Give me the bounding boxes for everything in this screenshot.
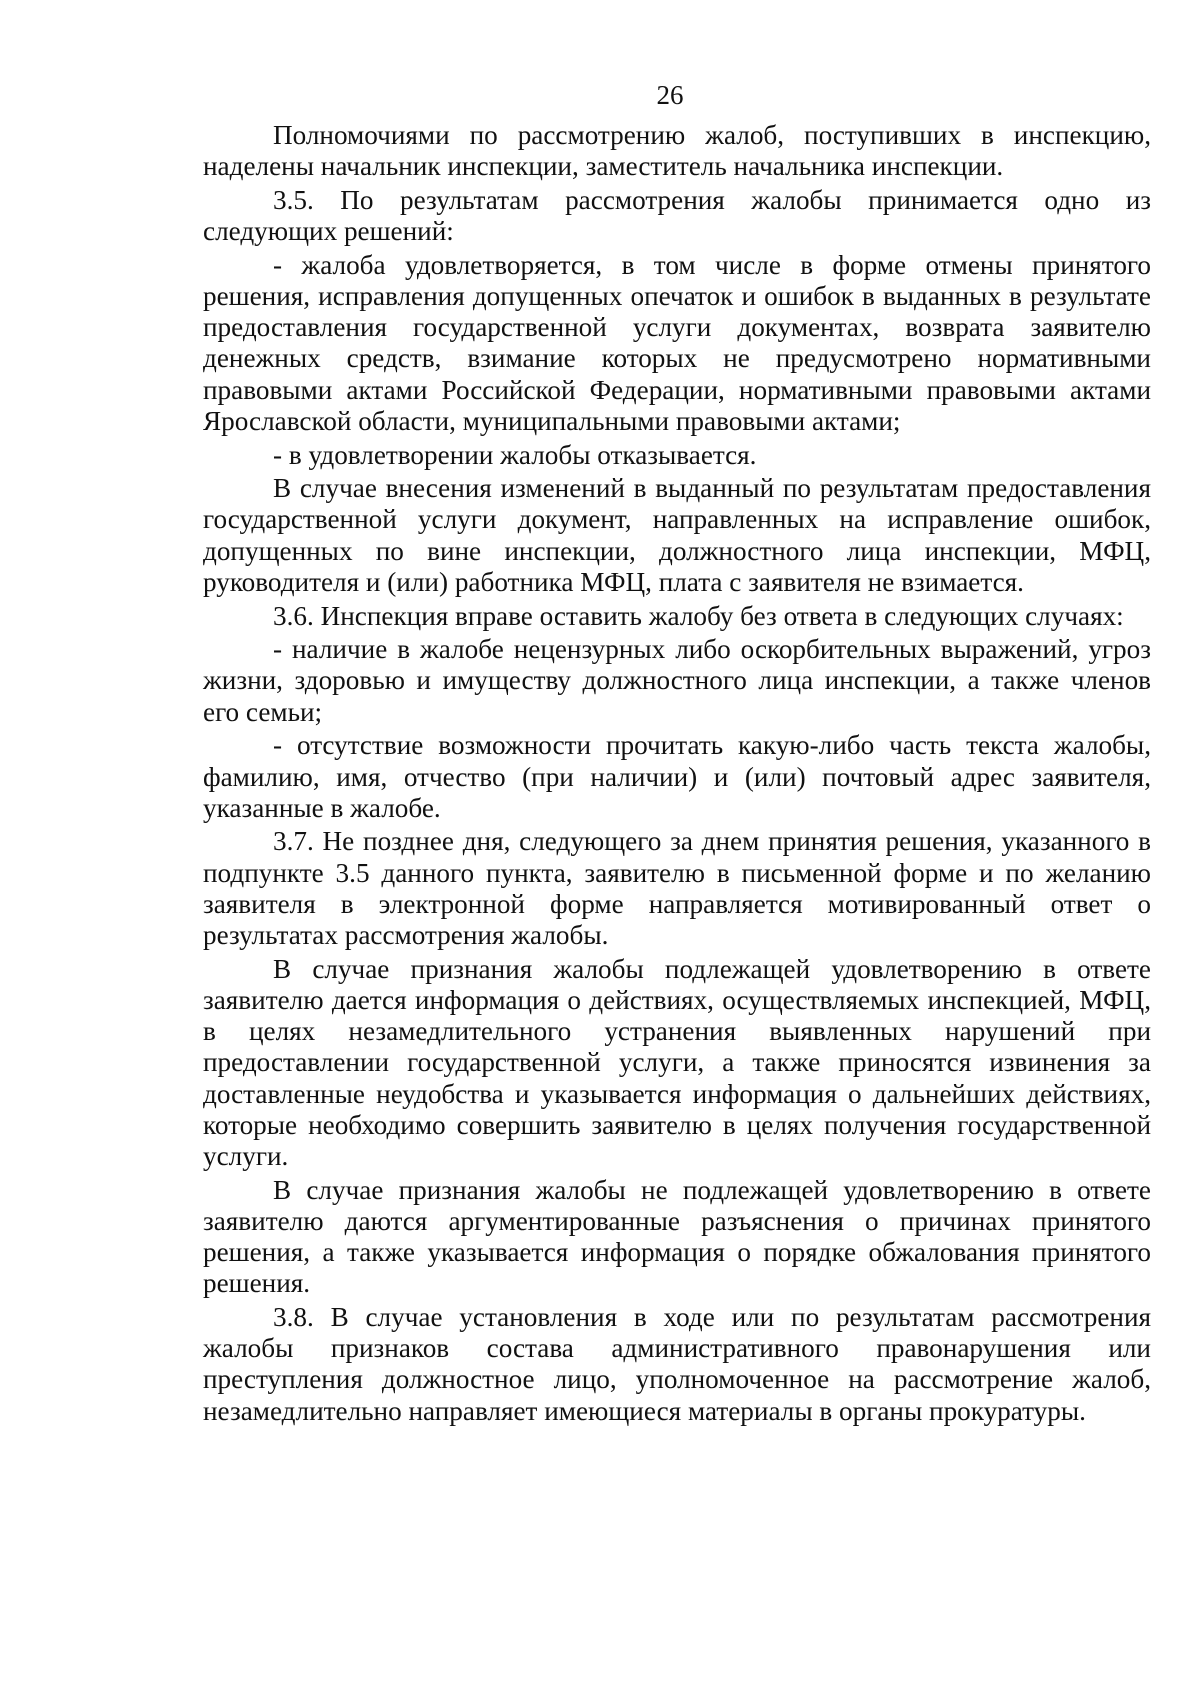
paragraph: В случае признания жалобы подлежащей удовлетворению в ответе заявителю дается информация о действиях, осуществляемых инспекцией, МФЦ, в целях незамедлительного устранения выявленных нарушений при предоставлении государственной услуги, а также приносятся извинения за доставленные неудобства и указывается информация о дальнейших действиях, которые необходимо совершить заявителю в целях получения государственной услуги. <box>203 953 1151 1171</box>
document-body <box>203 120 1151 1429</box>
paragraph: - жалоба удовлетворяется, в том числе в форме отмены принятого решения, исправления допущенных опечаток и ошибок в выданных в результате предоставления государственной услуги документах, возврата заявителю денежных средств, взимание которых не предусмотрено нормативными правовыми актами Российской Федерации, нормативными правовыми актами Ярославской области, муниципальными правовыми актами; <box>203 249 1151 436</box>
paragraph: 3.5. По результатам рассмотрения жалобы принимается одно из следующих решений: <box>203 184 1151 247</box>
paragraph: В случае внесения изменений в выданный по результатам предоставления государственной услуги документ, направленных на исправление ошибок, допущенных по вине инспекции, должностного лица инспекции, МФЦ, руководителя и (или) работника МФЦ, плата с заявителя не взимается. <box>203 473 1151 597</box>
paragraph: В случае признания жалобы не подлежащей удовлетворению в ответе заявителю даются аргументированные разъяснения о причинах принятого решения, а также указывается информация о порядке обжалования принятого решения. <box>203 1174 1151 1299</box>
paragraph: 3.7. Не позднее дня, следующего за днем принятия решения, указанного в подпункте 3.5 данного пункта, заявителю в письменной форме и по желанию заявителя в электронной форме направляется мотивированный ответ о результатах рассмотрения жалобы. <box>203 826 1151 951</box>
paragraph: Полномочиями по рассмотрению жалоб, поступивших в инспекцию, наделены начальник инспекции, заместитель начальника инспекции. <box>203 120 1151 182</box>
page-number: 26 <box>656 80 684 110</box>
paragraph: 3.8. В случае установления в ходе или по результатам рассмотрения жалобы признаков состава административного правонарушения или преступления должностное лицо, уполномоченное на рассмотрение жалоб, незамедлительно направляет имеющиеся материалы в органы прокуратуры. <box>203 1302 1151 1426</box>
paragraph: 3.6. Инспекция вправе оставить жалобу без ответа в следующих случаях: <box>273 600 1124 631</box>
paragraph: - наличие в жалобе нецензурных либо оскорбительных выражений, угроз жизни, здоровью и имуществу должностного лица инспекции, а также членов его семьи; <box>203 634 1151 727</box>
paragraph: - отсутствие возможности прочитать какую-либо часть текста жалобы, фамилию, имя, отчество (при наличии) и (или) почтовый адрес заявителя, указанные в жалобе. <box>203 730 1151 823</box>
paragraph: - в удовлетворении жалобы отказывается. <box>273 439 757 470</box>
